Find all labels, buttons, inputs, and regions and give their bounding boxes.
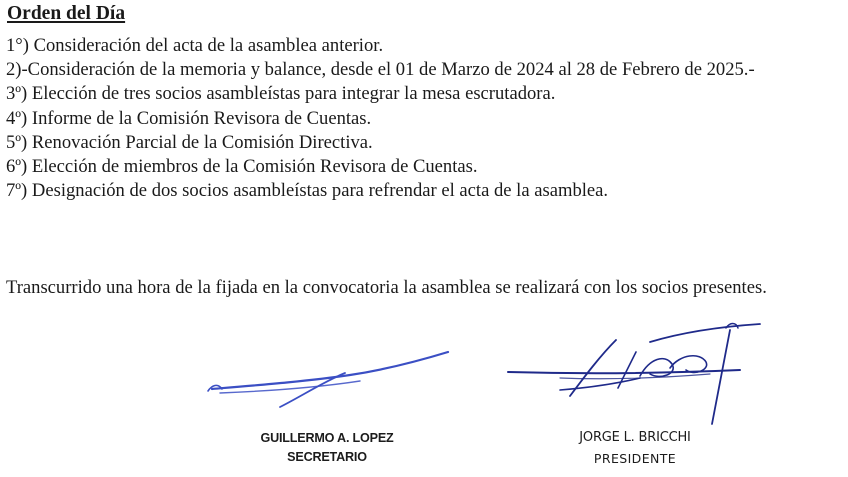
secretary-name: GUILLERMO A. LOPEZ xyxy=(260,431,394,445)
agenda-list xyxy=(6,34,828,203)
secretary-role: SECRETARIO xyxy=(287,450,367,464)
president-signature-stroke-extra xyxy=(560,374,710,379)
president-signature-stroke-vertical xyxy=(712,330,730,424)
president-signature-stroke-h-right xyxy=(618,352,636,388)
agenda-item-7: 7º) Designación de dos socios asambleístas para refrendar el acta de la asamblea. xyxy=(6,180,609,202)
secretary-signature-scribble xyxy=(200,345,460,435)
agenda-item-2: 2)-Consideración de la memoria y balance, desde el 01 de Marzo de 2024 al 28 de Febrero de 2025.- xyxy=(6,59,755,81)
document-heading: Orden del Día xyxy=(7,3,126,24)
agenda-item-6: 6º) Elección de miembros de la Comisión Revisora de Cuentas. xyxy=(6,156,478,178)
closing-paragraph: Transcurrido una hora de la fijada en la convocatoria la asamblea se realizará con los socios presentes. xyxy=(6,277,767,298)
president-name: JORGE L. BRICCHI xyxy=(579,430,691,445)
agenda-item-4: 4º) Informe de la Comisión Revisora de Cuentas. xyxy=(6,107,372,129)
president-role: PRESIDENTE xyxy=(593,451,677,466)
secretary-signature-stroke-cross xyxy=(280,373,345,407)
president-signature-block xyxy=(500,318,800,476)
president-signature-underline xyxy=(508,370,740,373)
agenda-item-5: 5º) Renovación Parcial de la Comisión Directiva. xyxy=(6,131,373,153)
secretary-signature-stroke-main xyxy=(212,352,448,389)
agenda-item-3: 3º) Elección de tres socios asambleístas para integrar la mesa escrutadora. xyxy=(6,83,556,105)
president-signature-stroke-top xyxy=(650,324,760,342)
secretary-signature-strokes xyxy=(208,352,448,407)
president-signature-stroke-h-left xyxy=(570,340,616,396)
president-signature-scribble xyxy=(500,318,800,438)
president-signature-stroke-h-bar xyxy=(560,378,640,390)
secretary-signature-block xyxy=(200,345,460,475)
agenda-item-1: 1°) Consideración del acta de la asamblea anterior. xyxy=(6,35,384,56)
president-signature-strokes xyxy=(508,324,760,425)
president-signature-stroke-loop-2 xyxy=(670,356,707,373)
